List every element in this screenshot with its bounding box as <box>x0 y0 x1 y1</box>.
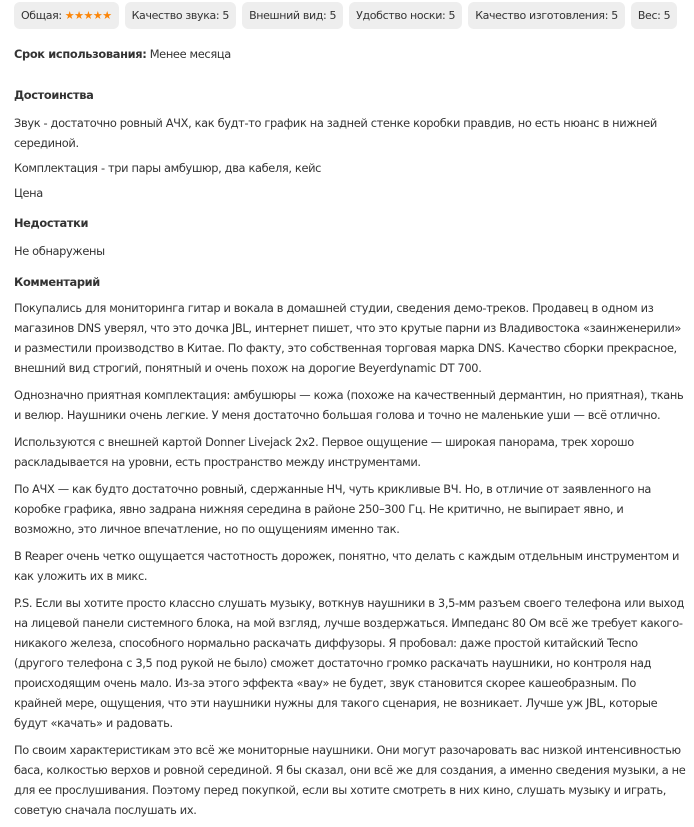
review-body <box>14 87 686 827</box>
pros-line: Цена <box>14 186 43 200</box>
cons-line: Не обнаружены <box>14 244 105 258</box>
pros-line: Комплектация - три пары амбушюр, два кабеля, кейс <box>14 161 322 175</box>
rating-weight: Вес: 5 <box>631 2 677 29</box>
comment-paragraph: Покупались для мониторинга гитар и вокала в домашней студии, сведения демо-треков. Продавец в одном из магазинов DNS уверял, что это дочка JBL, интернет пишет, что это крутые парни из Владивостока «заинженерили» и разместили производство в Китае. По факту, это собственная торговая марка DNS. Качество сборки прекрасное, внешний вид строгий, понятный и очень похож на дорогие Beyerdynamic DT 700. <box>14 301 681 375</box>
cons-section <box>14 215 686 261</box>
rating-appearance: Внешний вид: 5 <box>242 2 343 29</box>
comment-paragraph: Однозначно приятная комплектация: амбушюры — кожа (похоже на качественный дермантин, но приятная), ткань и велюр. Наушники очень легкие. У меня достаточно большая голова и точно не маленькие уши — всё отлично. <box>14 388 684 422</box>
star-rating-icon: ★★★★★ <box>64 9 112 22</box>
rating-build-quality: Качество изготовления: 5 <box>468 2 625 29</box>
usage-period-label: Срок использования: <box>14 47 147 61</box>
rating-overall-label: Общая: <box>21 9 62 22</box>
pros-line: Звук - достаточно ровный АЧХ, как будт-то график на задней стенке коробки правдив, но есть нюанс в нижней серединой. <box>14 116 657 150</box>
comment-paragraph: P.S. Если вы хотите просто классно слушать музыку, воткнув наушники в 3,5-мм разъем своего телефона или выход на лицевой панели системного блока, на мой взгляд, лучше воздержаться. Импеданс 80 Ом всё же требует какого-никакого железа, способного нормально раскачать диффузоры. Я пробовал: даже простой китайский Tecno (другого телефона с 3,5 под рукой не было) сможет достаточно громко раскачать наушники, но контроля над происходящим очень мало. Из-за этого эффекта «вау» не будет, звук становится скорее кашеобразным. По крайней мере, ощущения, что эти наушники нужны для такого сценария, не возникает. Лучше уж JBL, которые будут «качать» и радовать. <box>14 596 685 730</box>
comment-paragraph: В Reaper очень четко ощущается частотность дорожек, понятно, что делать с каждым отдельным инструментом и как уложить их в микс. <box>14 549 680 583</box>
comment-title: Комментарий <box>14 275 100 289</box>
comment-paragraph: По АЧХ — как будто достаточно ровный, сдержанные НЧ, чуть крикливые ВЧ. Но, в отличие от заявленного на коробке графика, явно задрана нижняя середина в районе 250–300 Гц. Не критично, не выпирает явно, и возможно, это личное впечатление, но по ощущениям именно так. <box>14 482 652 536</box>
rating-overall <box>14 2 119 29</box>
rating-comfort: Удобство носки: 5 <box>349 2 462 29</box>
comment-paragraph: По своим характеристикам это всё же мониторные наушники. Они могут разочаровать вас низкой интенсивностью баса, колкостью верхов и ровной серединой. Я бы сказал, они всё же для создания, а именно сведения музыки, а не для ее прослушивания. Поэтому перед покупкой, если вы хотите смотреть в них кино, слушать музыку и играть, советую сначала послушать их. <box>14 743 686 817</box>
cons-title: Недостатки <box>14 216 89 230</box>
comment-paragraph: Используются с внешней картой Donner Livejack 2x2. Первое ощущение — широкая панорама, трек хорошо раскладывается на уровни, есть пространство между инструментами. <box>14 435 634 469</box>
usage-period <box>14 47 231 61</box>
usage-period-value: Менее месяца <box>149 47 231 61</box>
pros-title: Достоинства <box>14 88 94 102</box>
pros-section <box>14 87 686 203</box>
ratings-bar <box>14 2 677 29</box>
rating-sound-quality: Качество звука: 5 <box>125 2 236 29</box>
comment-section <box>14 274 686 820</box>
